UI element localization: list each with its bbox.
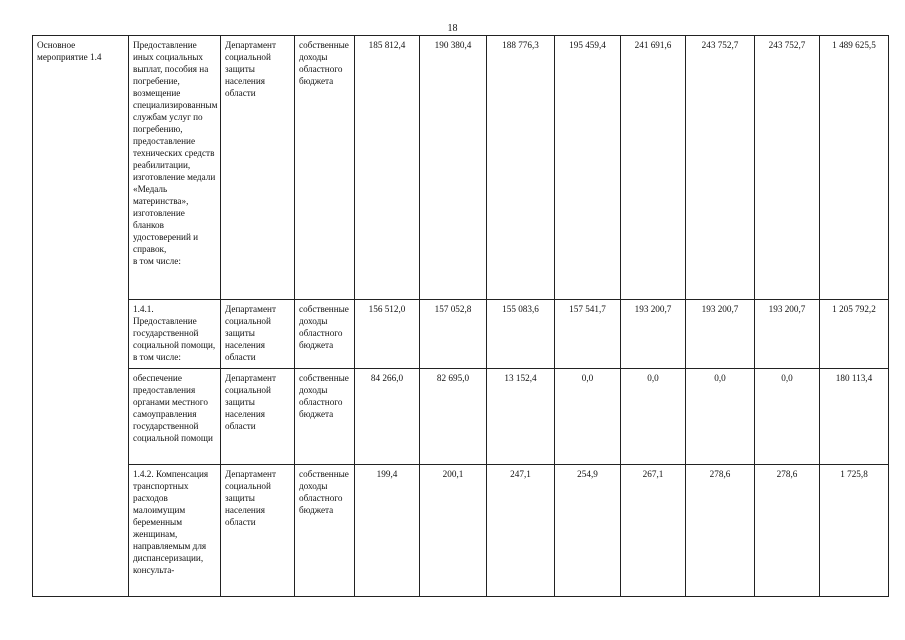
value-cell: 13 152,4 — [487, 369, 555, 465]
total-cell: 1 725,8 — [820, 465, 889, 597]
total-cell: 1 489 625,5 — [820, 36, 889, 300]
value-cell: 188 776,3 — [487, 36, 555, 300]
value-cell: 157 541,7 — [555, 300, 621, 369]
table-row — [33, 36, 889, 300]
value-cell: 82 695,0 — [420, 369, 487, 465]
row-name-cell: обеспечение предоставления органами местного самоуправления государственной социальной помощи — [129, 369, 221, 465]
value-cell: 278,6 — [686, 465, 755, 597]
budget-table — [32, 35, 889, 597]
value-cell: 193 200,7 — [621, 300, 686, 369]
table-row — [33, 300, 889, 369]
value-cell: 157 052,8 — [420, 300, 487, 369]
value-cell: 155 083,6 — [487, 300, 555, 369]
value-cell: 278,6 — [755, 465, 820, 597]
executor-cell: Департамент социальной защиты населения области — [221, 465, 295, 597]
table-row — [33, 369, 889, 465]
value-cell: 267,1 — [621, 465, 686, 597]
value-cell: 84 266,0 — [355, 369, 420, 465]
value-cell: 156 512,0 — [355, 300, 420, 369]
value-cell: 0,0 — [621, 369, 686, 465]
executor-cell: Департамент социальной защиты населения области — [221, 300, 295, 369]
value-cell: 0,0 — [555, 369, 621, 465]
value-cell: 241 691,6 — [621, 36, 686, 300]
table-row — [33, 465, 889, 597]
value-cell: 243 752,7 — [686, 36, 755, 300]
row-name-cell: 1.4.1. Предоставление государственной социальной помощи, в том числе: — [129, 300, 221, 369]
value-cell: 193 200,7 — [686, 300, 755, 369]
value-cell: 243 752,7 — [755, 36, 820, 300]
row-name-cell: 1.4.2. Компенсация транспортных расходов малоимущим беременным женщинам, направляемым для диспансеризации, консульта- — [129, 465, 221, 597]
value-cell: 199,4 — [355, 465, 420, 597]
total-cell: 180 113,4 — [820, 369, 889, 465]
value-cell: 195 459,4 — [555, 36, 621, 300]
measure-title-cell: Основное мероприятие 1.4 — [33, 36, 129, 597]
value-cell: 200,1 — [420, 465, 487, 597]
row-name-cell: Предоставление иных социальных выплат, пособия на погребение, возмещение специализированным службам услуг по погребению, предоставление технических средств реабилитации, изготовление медали «Медаль материнства», изготовление бланков удостоверений и справок, в том числе: — [129, 36, 221, 300]
total-cell: 1 205 792,2 — [820, 300, 889, 369]
executor-cell: Департамент социальной защиты населения области — [221, 369, 295, 465]
executor-cell: Департамент социальной защиты населения области — [221, 36, 295, 300]
value-cell: 185 812,4 — [355, 36, 420, 300]
funding-source-cell: собственные доходы областного бюджета — [295, 300, 355, 369]
value-cell: 0,0 — [686, 369, 755, 465]
funding-source-cell: собственные доходы областного бюджета — [295, 36, 355, 300]
value-cell: 193 200,7 — [755, 300, 820, 369]
value-cell: 0,0 — [755, 369, 820, 465]
funding-source-cell: собственные доходы областного бюджета — [295, 465, 355, 597]
funding-source-cell: собственные доходы областного бюджета — [295, 369, 355, 465]
page-number: 18 — [447, 23, 458, 34]
value-cell: 254,9 — [555, 465, 621, 597]
value-cell: 190 380,4 — [420, 36, 487, 300]
value-cell: 247,1 — [487, 465, 555, 597]
